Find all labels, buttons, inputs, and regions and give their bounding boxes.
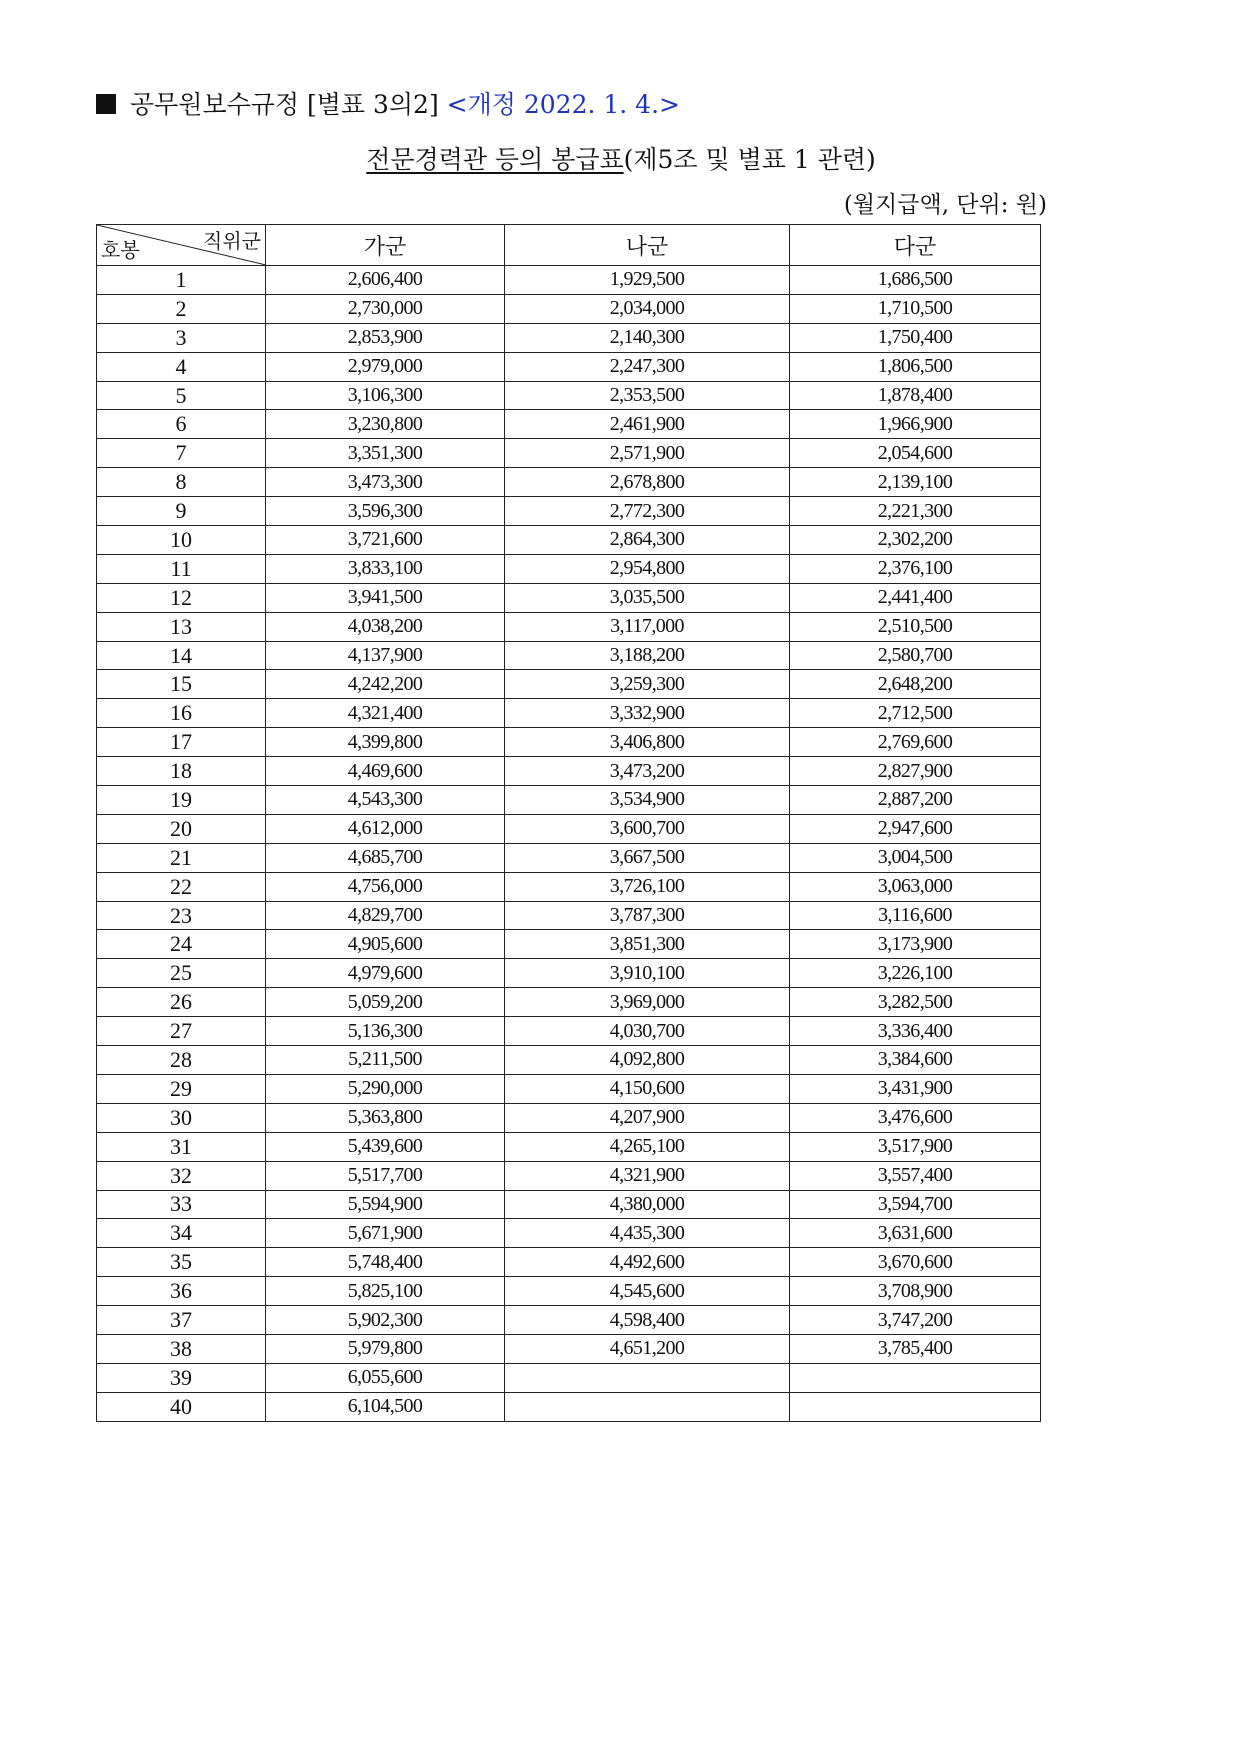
- na-cell: 2,034,000: [505, 294, 790, 323]
- table-row: [97, 1161, 1041, 1190]
- ga-cell: 2,606,400: [266, 266, 505, 295]
- table-row: [97, 1046, 1041, 1075]
- grade-cell: 37: [97, 1306, 266, 1335]
- da-cell: 2,947,600: [790, 814, 1041, 843]
- table-row: [97, 1334, 1041, 1363]
- da-cell: 3,384,600: [790, 1046, 1041, 1075]
- ga-cell: 4,979,600: [266, 959, 505, 988]
- na-cell: 3,332,900: [505, 699, 790, 728]
- grade-cell: 22: [97, 872, 266, 901]
- table-row: [97, 930, 1041, 959]
- table-body: [97, 266, 1041, 1422]
- table-row: [97, 1248, 1041, 1277]
- na-cell: [505, 1392, 790, 1421]
- table-row: [97, 641, 1041, 670]
- na-cell: 4,545,600: [505, 1277, 790, 1306]
- ga-cell: 3,721,600: [266, 526, 505, 555]
- table-row: [97, 1074, 1041, 1103]
- table-row: [97, 959, 1041, 988]
- table-row: [97, 381, 1041, 410]
- da-cell: 3,747,200: [790, 1306, 1041, 1335]
- na-cell: 4,030,700: [505, 1017, 790, 1046]
- ga-cell: 5,211,500: [266, 1046, 505, 1075]
- da-cell: 2,887,200: [790, 786, 1041, 815]
- grade-cell: 38: [97, 1334, 266, 1363]
- na-cell: 3,473,200: [505, 757, 790, 786]
- corner-position-group-label: 직위군: [203, 229, 261, 253]
- column-header-da: 다군: [790, 225, 1041, 266]
- da-cell: [790, 1363, 1041, 1392]
- na-cell: 4,435,300: [505, 1219, 790, 1248]
- table-row: [97, 323, 1041, 352]
- grade-cell: 6: [97, 410, 266, 439]
- da-cell: 2,580,700: [790, 641, 1041, 670]
- ga-cell: 4,038,200: [266, 612, 505, 641]
- table-row: [97, 352, 1041, 381]
- grade-cell: 23: [97, 901, 266, 930]
- ga-cell: 4,399,800: [266, 728, 505, 757]
- table-row: [97, 554, 1041, 583]
- grade-cell: 4: [97, 352, 266, 381]
- da-cell: [790, 1392, 1041, 1421]
- da-cell: 2,510,500: [790, 612, 1041, 641]
- da-cell: 3,631,600: [790, 1219, 1041, 1248]
- grade-cell: 18: [97, 757, 266, 786]
- table-row: [97, 988, 1041, 1017]
- grade-cell: 30: [97, 1103, 266, 1132]
- regulation-header: [96, 88, 680, 122]
- grade-cell: 34: [97, 1219, 266, 1248]
- grade-cell: 15: [97, 670, 266, 699]
- grade-cell: 39: [97, 1363, 266, 1392]
- da-cell: 2,769,600: [790, 728, 1041, 757]
- na-cell: 2,140,300: [505, 323, 790, 352]
- grade-cell: 8: [97, 468, 266, 497]
- na-cell: 3,259,300: [505, 670, 790, 699]
- table-row: [97, 439, 1041, 468]
- table-row: [97, 843, 1041, 872]
- table-row: [97, 1219, 1041, 1248]
- table-row: [97, 526, 1041, 555]
- table-row: [97, 410, 1041, 439]
- da-cell: 1,750,400: [790, 323, 1041, 352]
- table-header-row: [97, 225, 1041, 266]
- grade-cell: 10: [97, 526, 266, 555]
- ga-cell: 2,853,900: [266, 323, 505, 352]
- ga-cell: 5,517,700: [266, 1161, 505, 1190]
- ga-cell: 4,242,200: [266, 670, 505, 699]
- da-cell: 3,431,900: [790, 1074, 1041, 1103]
- na-cell: 2,461,900: [505, 410, 790, 439]
- grade-cell: 36: [97, 1277, 266, 1306]
- da-cell: 2,221,300: [790, 497, 1041, 526]
- da-cell: 3,476,600: [790, 1103, 1041, 1132]
- na-cell: 3,969,000: [505, 988, 790, 1017]
- ga-cell: 3,230,800: [266, 410, 505, 439]
- ga-cell: 4,756,000: [266, 872, 505, 901]
- grade-cell: 17: [97, 728, 266, 757]
- na-cell: 3,787,300: [505, 901, 790, 930]
- table-row: [97, 1017, 1041, 1046]
- ga-cell: 6,055,600: [266, 1363, 505, 1392]
- na-cell: 3,406,800: [505, 728, 790, 757]
- da-cell: 3,282,500: [790, 988, 1041, 1017]
- na-cell: 3,667,500: [505, 843, 790, 872]
- grade-cell: 2: [97, 294, 266, 323]
- table-row: [97, 757, 1041, 786]
- page-title: [0, 143, 1242, 177]
- na-cell: 2,864,300: [505, 526, 790, 555]
- da-cell: 2,712,500: [790, 699, 1041, 728]
- table-row: [97, 1392, 1041, 1421]
- ga-cell: 3,941,500: [266, 583, 505, 612]
- table-row: [97, 497, 1041, 526]
- da-cell: 1,966,900: [790, 410, 1041, 439]
- na-cell: [505, 1363, 790, 1392]
- ga-cell: 5,363,800: [266, 1103, 505, 1132]
- da-cell: 1,710,500: [790, 294, 1041, 323]
- na-cell: 3,726,100: [505, 872, 790, 901]
- grade-cell: 20: [97, 814, 266, 843]
- ga-cell: 5,136,300: [266, 1017, 505, 1046]
- ga-cell: 5,439,600: [266, 1132, 505, 1161]
- da-cell: 2,376,100: [790, 554, 1041, 583]
- na-cell: 3,188,200: [505, 641, 790, 670]
- ga-cell: 4,905,600: [266, 930, 505, 959]
- da-cell: 2,302,200: [790, 526, 1041, 555]
- ga-cell: 4,137,900: [266, 641, 505, 670]
- ga-cell: 2,979,000: [266, 352, 505, 381]
- da-cell: 3,708,900: [790, 1277, 1041, 1306]
- ga-cell: 6,104,500: [266, 1392, 505, 1421]
- na-cell: 2,678,800: [505, 468, 790, 497]
- corner-grade-label: 호봉: [101, 238, 140, 262]
- table-row: [97, 1190, 1041, 1219]
- na-cell: 4,492,600: [505, 1248, 790, 1277]
- corner-header-cell: [97, 225, 266, 266]
- column-header-na: 나군: [505, 225, 790, 266]
- na-cell: 3,851,300: [505, 930, 790, 959]
- da-cell: 2,441,400: [790, 583, 1041, 612]
- grade-cell: 12: [97, 583, 266, 612]
- da-cell: 1,686,500: [790, 266, 1041, 295]
- na-cell: 4,651,200: [505, 1334, 790, 1363]
- na-cell: 4,207,900: [505, 1103, 790, 1132]
- da-cell: 1,806,500: [790, 352, 1041, 381]
- grade-cell: 13: [97, 612, 266, 641]
- na-cell: 1,929,500: [505, 266, 790, 295]
- table-row: [97, 468, 1041, 497]
- table-row: [97, 1306, 1041, 1335]
- na-cell: 2,772,300: [505, 497, 790, 526]
- na-cell: 2,353,500: [505, 381, 790, 410]
- table-row: [97, 670, 1041, 699]
- regulation-label: 공무원보수규정 [별표 3의2]: [130, 90, 439, 119]
- ga-cell: 5,748,400: [266, 1248, 505, 1277]
- ga-cell: 5,059,200: [266, 988, 505, 1017]
- grade-cell: 7: [97, 439, 266, 468]
- na-cell: 4,150,600: [505, 1074, 790, 1103]
- table-row: [97, 1103, 1041, 1132]
- table-row: [97, 1277, 1041, 1306]
- grade-cell: 1: [97, 266, 266, 295]
- ga-cell: 3,833,100: [266, 554, 505, 583]
- grade-cell: 33: [97, 1190, 266, 1219]
- ga-cell: 3,596,300: [266, 497, 505, 526]
- ga-cell: 5,902,300: [266, 1306, 505, 1335]
- ga-cell: 4,321,400: [266, 699, 505, 728]
- na-cell: 3,035,500: [505, 583, 790, 612]
- ga-cell: 5,825,100: [266, 1277, 505, 1306]
- column-header-ga: 가군: [266, 225, 505, 266]
- na-cell: 2,571,900: [505, 439, 790, 468]
- ga-cell: 3,351,300: [266, 439, 505, 468]
- da-cell: 3,557,400: [790, 1161, 1041, 1190]
- na-cell: 4,598,400: [505, 1306, 790, 1335]
- na-cell: 2,954,800: [505, 554, 790, 583]
- da-cell: 3,004,500: [790, 843, 1041, 872]
- grade-cell: 40: [97, 1392, 266, 1421]
- grade-cell: 16: [97, 699, 266, 728]
- title-main: 전문경력관 등의 봉급표: [366, 145, 624, 174]
- na-cell: 3,534,900: [505, 786, 790, 815]
- da-cell: 2,139,100: [790, 468, 1041, 497]
- na-cell: 3,600,700: [505, 814, 790, 843]
- da-cell: 3,336,400: [790, 1017, 1041, 1046]
- table-row: [97, 699, 1041, 728]
- na-cell: 4,380,000: [505, 1190, 790, 1219]
- grade-cell: 14: [97, 641, 266, 670]
- da-cell: 3,594,700: [790, 1190, 1041, 1219]
- ga-cell: 5,290,000: [266, 1074, 505, 1103]
- na-cell: 2,247,300: [505, 352, 790, 381]
- grade-cell: 26: [97, 988, 266, 1017]
- table-row: [97, 266, 1041, 295]
- ga-cell: 4,685,700: [266, 843, 505, 872]
- grade-cell: 29: [97, 1074, 266, 1103]
- grade-cell: 3: [97, 323, 266, 352]
- na-cell: 3,910,100: [505, 959, 790, 988]
- table-row: [97, 294, 1041, 323]
- grade-cell: 24: [97, 930, 266, 959]
- na-cell: 4,265,100: [505, 1132, 790, 1161]
- da-cell: 2,827,900: [790, 757, 1041, 786]
- ga-cell: 4,829,700: [266, 901, 505, 930]
- da-cell: 3,785,400: [790, 1334, 1041, 1363]
- da-cell: 3,670,600: [790, 1248, 1041, 1277]
- ga-cell: 3,473,300: [266, 468, 505, 497]
- grade-cell: 27: [97, 1017, 266, 1046]
- grade-cell: 9: [97, 497, 266, 526]
- ga-cell: 4,469,600: [266, 757, 505, 786]
- grade-cell: 11: [97, 554, 266, 583]
- table-row: [97, 583, 1041, 612]
- table-row: [97, 872, 1041, 901]
- amendment-note[interactable]: <개정 2022. 1. 4.>: [446, 90, 680, 119]
- table-row: [97, 728, 1041, 757]
- ga-cell: 5,979,800: [266, 1334, 505, 1363]
- table-row: [97, 814, 1041, 843]
- da-cell: 3,063,000: [790, 872, 1041, 901]
- da-cell: 2,054,600: [790, 439, 1041, 468]
- grade-cell: 5: [97, 381, 266, 410]
- ga-cell: 4,543,300: [266, 786, 505, 815]
- grade-cell: 28: [97, 1046, 266, 1075]
- na-cell: 4,092,800: [505, 1046, 790, 1075]
- grade-cell: 32: [97, 1161, 266, 1190]
- da-cell: 3,226,100: [790, 959, 1041, 988]
- black-square-icon: [96, 94, 116, 114]
- ga-cell: 5,594,900: [266, 1190, 505, 1219]
- grade-cell: 21: [97, 843, 266, 872]
- da-cell: 1,878,400: [790, 381, 1041, 410]
- da-cell: 3,173,900: [790, 930, 1041, 959]
- salary-table: [96, 224, 1041, 1422]
- grade-cell: 19: [97, 786, 266, 815]
- table-row: [97, 1132, 1041, 1161]
- da-cell: 3,116,600: [790, 901, 1041, 930]
- ga-cell: 4,612,000: [266, 814, 505, 843]
- da-cell: 3,517,900: [790, 1132, 1041, 1161]
- na-cell: 4,321,900: [505, 1161, 790, 1190]
- grade-cell: 31: [97, 1132, 266, 1161]
- unit-note: (월지급액, 단위: 원): [843, 192, 1047, 218]
- ga-cell: 3,106,300: [266, 381, 505, 410]
- na-cell: 3,117,000: [505, 612, 790, 641]
- ga-cell: 2,730,000: [266, 294, 505, 323]
- table-row: [97, 612, 1041, 641]
- table-row: [97, 901, 1041, 930]
- grade-cell: 25: [97, 959, 266, 988]
- da-cell: 2,648,200: [790, 670, 1041, 699]
- ga-cell: 5,671,900: [266, 1219, 505, 1248]
- grade-cell: 35: [97, 1248, 266, 1277]
- table-row: [97, 786, 1041, 815]
- table-row: [97, 1363, 1041, 1392]
- title-reference: (제5조 및 별표 1 관련): [623, 145, 876, 174]
